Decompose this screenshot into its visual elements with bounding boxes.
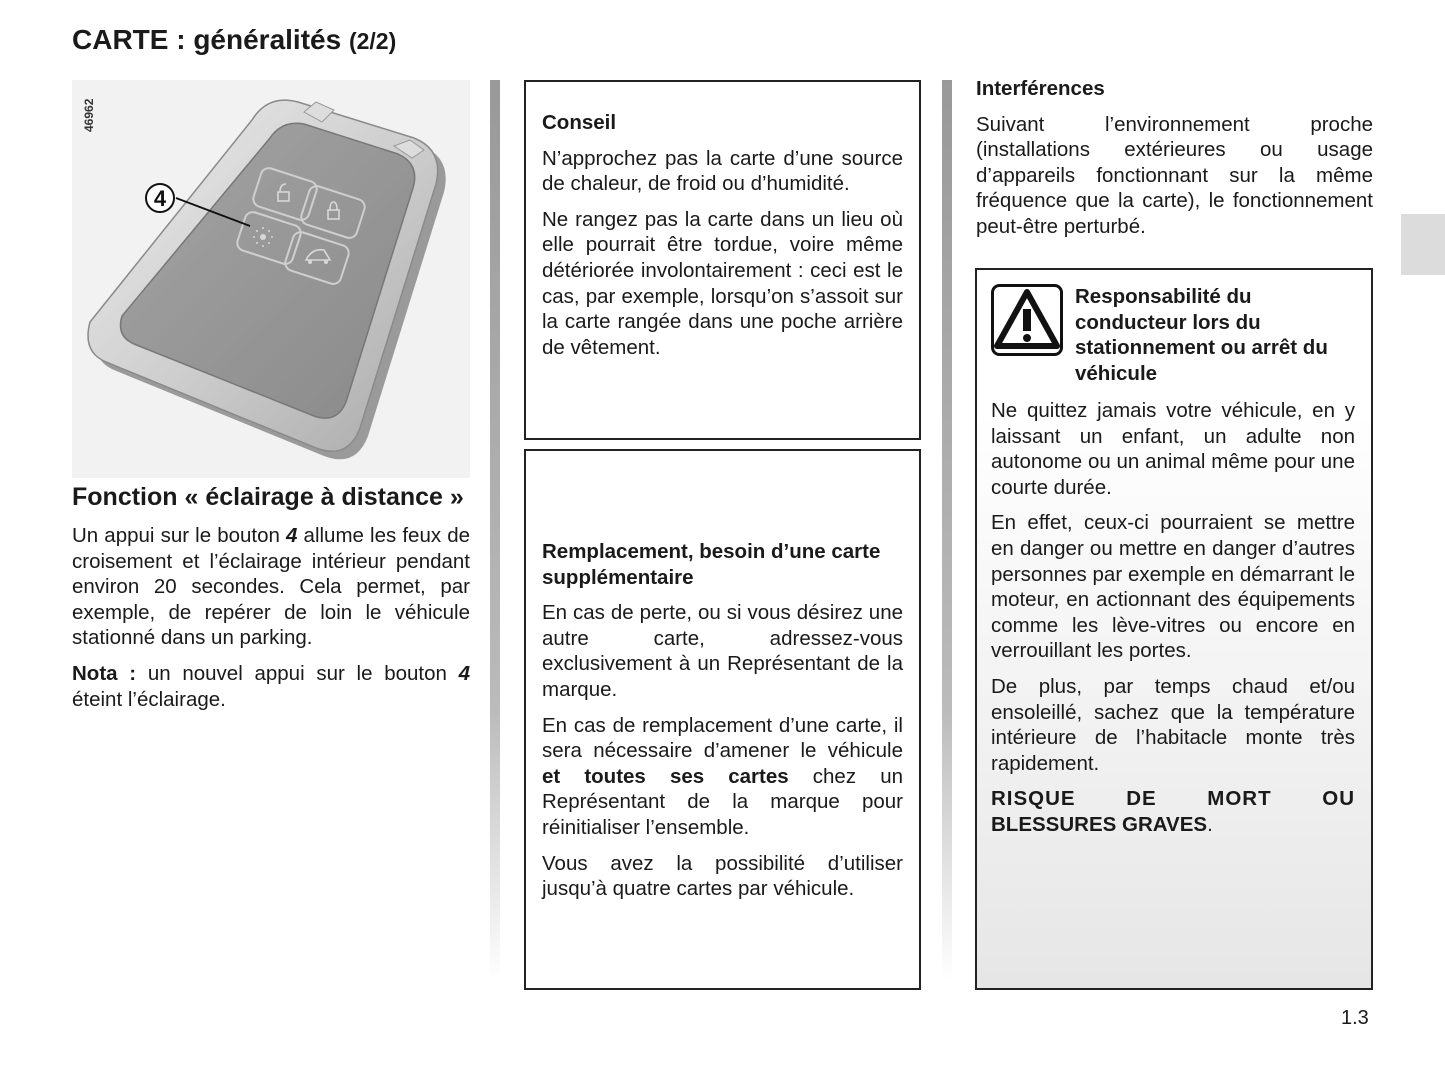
button-ref: 4 xyxy=(458,661,471,685)
text-run: En cas de remplacement d’une carte, il sera nécessaire d’amener le véhicule xyxy=(542,713,903,763)
warning-header xyxy=(991,284,1355,388)
text-run: un nouvel appui sur le bouton xyxy=(136,661,459,685)
replacement-title: Remplacement, besoin d’une carte supplémentaire xyxy=(542,540,881,589)
note-label: Nota : xyxy=(72,661,137,685)
text-run: chez un Représentant de la marque pour réinitialiser l’ensemble. xyxy=(542,764,903,839)
section-tab-marker xyxy=(1401,214,1445,275)
warning-title: Responsabilité du conducteur lors du stationnement ou arrêt du véhicule xyxy=(1075,285,1328,385)
column-separator xyxy=(942,80,952,980)
section-remote-lighting xyxy=(72,482,470,712)
bold-text: et toutes ses cartes xyxy=(542,764,789,788)
figure-code-text: 46962 xyxy=(82,98,96,132)
risk-line: RISQUE DE MORT OU xyxy=(991,787,1355,811)
warning-paragraph: En effet, ceux-ci pourraient se mettre en danger ou mettre en danger d’autres personnes par exemple en démarrant le moteur, en actionnant des équipements comme les lève-vitres ou encore en verrouillant les portes. xyxy=(991,511,1355,663)
note-paragraph xyxy=(72,661,470,712)
advice-box xyxy=(524,80,921,440)
interference-paragraph: Suivant l’environnement proche (installations extérieures ou usage d’appareils fonctionnant sur la même fréquence que la carte), le fonctionnement peut-être perturbé. xyxy=(976,112,1373,238)
warning-triangle-icon xyxy=(991,284,1063,356)
page-title-part: (2/2) xyxy=(348,28,397,54)
page-number: 1.3 xyxy=(1341,1007,1369,1029)
button-ref: 4 xyxy=(286,524,298,547)
advice-paragraph: Ne rangez pas la carte dans un lieu où elle pourrait être tordue, voire même détériorée involontairement : ceci est le cas, par exemple, lorsqu’on s’assoit sur la carte rangée dans une poche arrière de vêtement. xyxy=(542,207,903,359)
replacement-box xyxy=(524,449,921,990)
risk-line xyxy=(991,812,1355,838)
section-interference xyxy=(976,76,1373,240)
advice-paragraph: N’approchez pas la carte d’une source de chaleur, de froid ou d’humidité. xyxy=(542,146,903,196)
page-title xyxy=(72,24,396,56)
text-run: allume les feux de croisement et l’éclairage intérieur pendant environ 20 secondes. Cela permet, par exemple, de repérer de loin le véhicule stationné dans un parking. xyxy=(72,524,470,650)
page-title-main: CARTE : généralités xyxy=(72,24,342,55)
risk-text: BLESSURES GRAVES xyxy=(991,812,1208,836)
advice-title: Conseil xyxy=(542,111,617,134)
text-run: Un appui sur le bouton xyxy=(72,524,287,547)
warning-box xyxy=(975,268,1373,990)
text-run: éteint l’éclairage. xyxy=(72,687,226,711)
interference-title: Interférences xyxy=(976,77,1105,100)
warning-paragraph: De plus, par temps chaud et/ou ensoleillé, sachez que la température intérieure de l’habitacle monte très rapidement. xyxy=(991,674,1355,775)
replacement-paragraph xyxy=(542,713,903,841)
column-separator xyxy=(490,80,500,980)
section-heading: Fonction « éclairage à distance » xyxy=(72,483,464,511)
warning-paragraph: Ne quittez jamais votre véhicule, en y laissant un enfant, un adulte non autonome ou un animal même pour une courte durée. xyxy=(991,399,1355,499)
remote-lighting-paragraph xyxy=(72,523,470,651)
callout-number: 4 xyxy=(153,186,167,211)
replacement-paragraph: Vous avez la possibilité d’utiliser jusqu’à quatre cartes par véhicule. xyxy=(542,851,903,901)
replacement-paragraph: En cas de perte, ou si vous désirez une autre carte, adressez-vous exclusivement à un Représentant de la marque. xyxy=(542,601,903,701)
figure-code xyxy=(78,90,100,134)
key-card-drawing xyxy=(72,80,470,478)
risk-punctuation: . xyxy=(1207,812,1213,836)
key-card-illustration xyxy=(72,80,470,478)
